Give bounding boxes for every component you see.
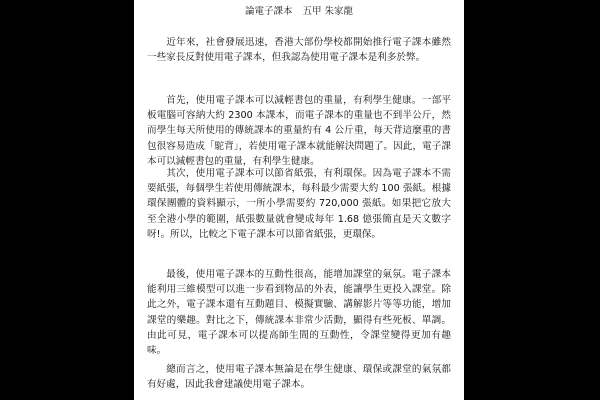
document-page (134, 0, 464, 400)
document-author: 五甲 朱家龍 (302, 6, 354, 17)
paragraph-second-point: 其次，使用電子課本可以節省紙張，有利環保。因為電子課本不需要紙張，每個學生若使用傳統課本，每科最少需要大約 100 張紙。根據環保團體的資料顯示，一所小學需要約 720,000 張紙。如果把它放大至全港小學的範圍，紙張數量就會變成每年 1.68 億張簡直是天文數字呀!。所以，比較之下電子課本可以節省紙張，更環保。 (147, 168, 451, 240)
paragraph-introduction: 近年來，社會發展迅速，香港大部份學校都開始推行電子課本雖然一些家長反對使用電子課本，但我認為使用電子課本是利多於弊。 (147, 37, 451, 64)
paragraph-third-point: 最後，使用電子課本的互動性很高，能增加課堂的氣氛。電子課本能利用三維模型可以進一步看到物品的外表，能讓學生更投入課堂。除此之外，電子課本還有互動題目、模擬實驗、講解影片等等功能，增加課堂的樂趣。對比之下，傳統課本非常少活動，顯得有些死板、單調。由此可見，電子課本可以提高師生間的互動性，令課堂變得更加有趣味。 (147, 269, 451, 357)
paragraph-first-point: 首先，使用電子課本可以減輕書包的重量，有利學生健康。一部平板電腦可容納大約 2300 本課本，而電子課本的重量也不到半公斤，然而學生每天所使用的傳統課本的重量約有 4 公斤重，每天背這麼重的書包很容易造成「駝背」，若使用電子課本就能解決問題了。因此，電子課本可以減輕書包的重量，有利學生健康。 (147, 95, 451, 167)
document-header (134, 6, 464, 18)
document-title: 論電子課本 (244, 6, 293, 17)
paragraph-conclusion: 總而言之，使用電子課本無論是在學生健康、環保或課堂的氣氛都有好處，因此我會建議使用電子課本。 (147, 364, 451, 391)
